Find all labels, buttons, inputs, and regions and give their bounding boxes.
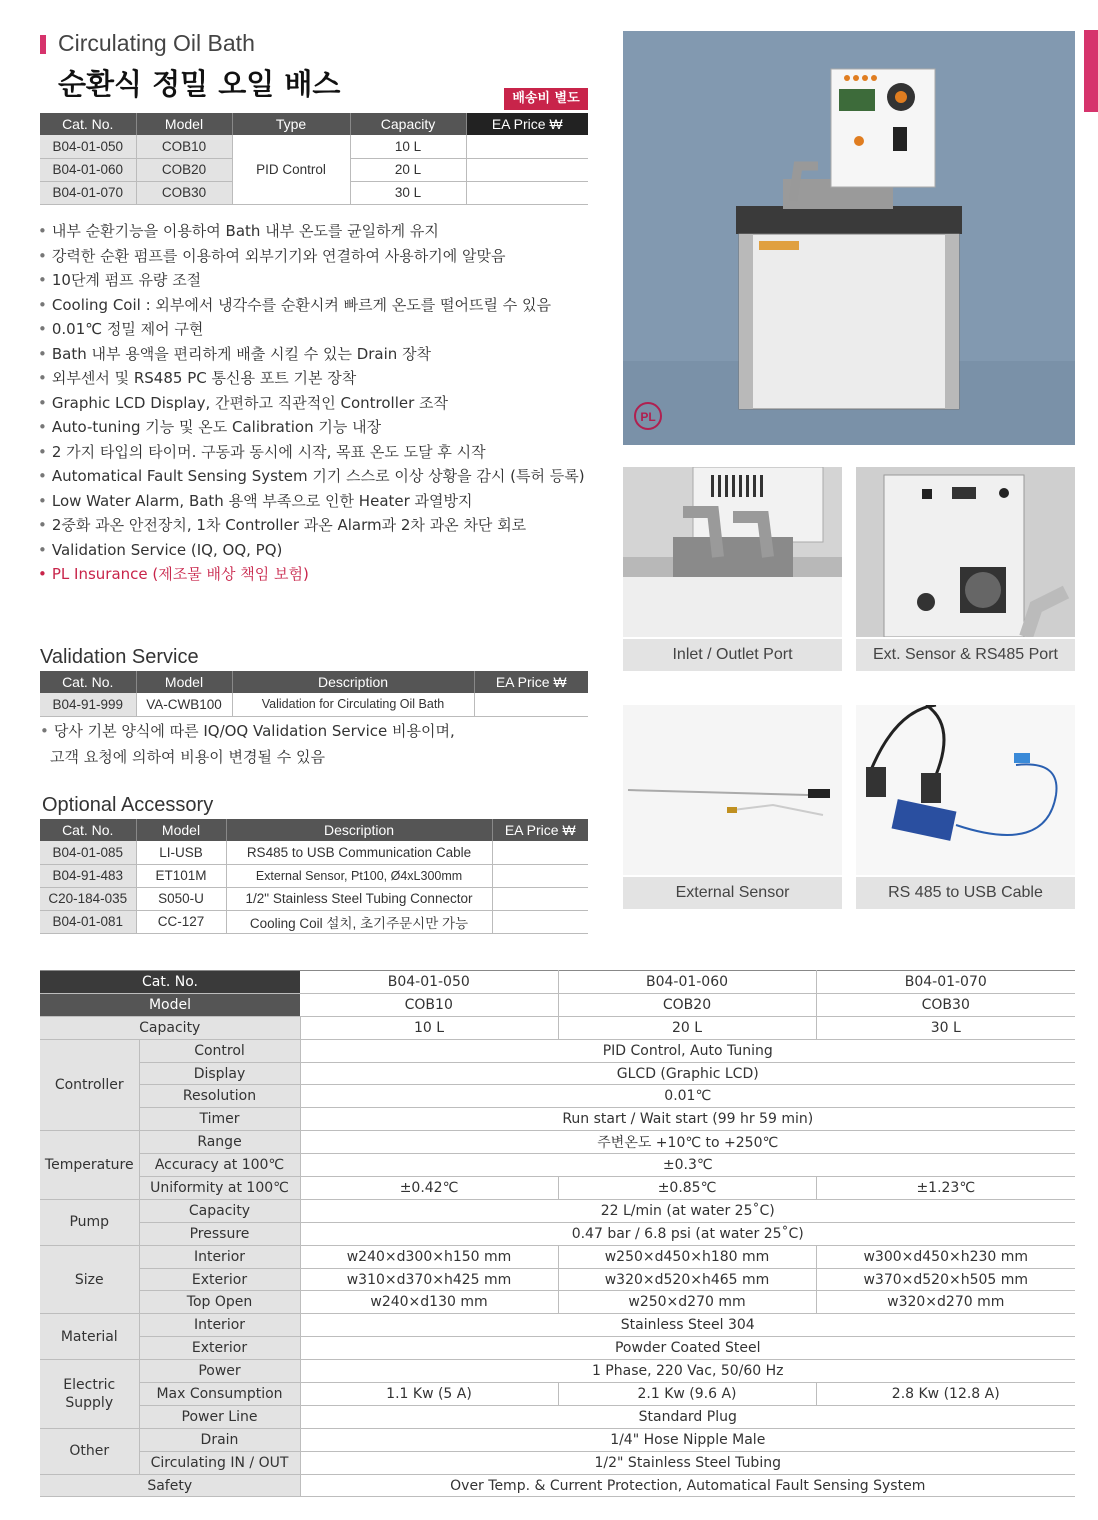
list-item: • Cooling Coil : 외부에서 냉각수를 순환시켜 빠르게 온도를 떨어뜨릴 수 있음 [38, 295, 552, 314]
description: External Sensor, Pt100, Ø4xL300mm [226, 864, 492, 887]
table-row: Controller Control PID Control, Auto Tuning [40, 1039, 1075, 1062]
list-item: • 2 가지 타입의 타이머. 구동과 동시에 시작, 목표 온도 도달 후 시작 [38, 442, 486, 461]
cat-no: C20-184-035 [40, 887, 136, 910]
list-item: • Graphic LCD Display, 간편하고 직관적인 Controller 조작 [38, 393, 449, 412]
col-header-cat: Cat. No. [40, 113, 136, 135]
price [466, 158, 588, 181]
cat-no: B04-01-070 [40, 181, 136, 204]
col-header-model: Model [136, 671, 232, 693]
cat-no: B04-01-050 [40, 135, 136, 158]
col-header-price: EA Price ₩ [466, 113, 588, 135]
table-row: Pressure 0.47 bar / 6.8 psi (at water 25˚C) [40, 1222, 1075, 1245]
col-header-description: Description [232, 671, 474, 693]
cat-no: B04-91-999 [40, 693, 136, 716]
capacity: 20 L [350, 158, 466, 181]
cat-no: B04-91-483 [40, 864, 136, 887]
list-item: • Bath 내부 용액을 편리하게 배출 시킬 수 있는 Drain 장착 [38, 344, 432, 363]
price [492, 887, 588, 910]
col-header-price: EA Price ₩ [474, 671, 588, 693]
table-row: Electric Supply Power 1 Phase, 220 Vac, 50/60 Hz [40, 1360, 1075, 1383]
table-row: Display GLCD (Graphic LCD) [40, 1062, 1075, 1085]
model: COB10 [136, 135, 232, 158]
col-header-cat: Cat. No. [40, 671, 136, 693]
table-row [40, 864, 588, 887]
page-title-english: Circulating Oil Bath [58, 30, 255, 56]
list-item-pl-insurance: • PL Insurance (제조물 배상 책임 보험) [38, 565, 309, 583]
feature-list [38, 219, 585, 587]
sensor-probe-illustration [623, 705, 842, 875]
price [466, 135, 588, 158]
capacity: 10 L [350, 135, 466, 158]
description: 1/2" Stainless Steel Tubing Connector [226, 887, 492, 910]
table-row: Temperature Range 주변온도 +10℃ to +250℃ [40, 1131, 1075, 1154]
ext-sensor-caption: Ext. Sensor & RS485 Port [856, 639, 1075, 671]
usb-cable-illustration [856, 705, 1075, 875]
accessory-title: Optional Accessory [42, 794, 214, 816]
table-row [40, 693, 588, 716]
col-header-model: Model [136, 819, 226, 841]
table-row: Pump Capacity 22 L/min (at water 25˚C) [40, 1199, 1075, 1222]
col-header-price: EA Price ₩ [492, 819, 588, 841]
model: VA-CWB100 [136, 693, 232, 716]
table-row: Accuracy at 100℃ ±0.3℃ [40, 1154, 1075, 1177]
table-row [40, 841, 588, 864]
table-row: Exterior w310×d370×h425 mm w320×d520×h465 mm w370×d520×h505 mm [40, 1268, 1075, 1291]
table-row [40, 910, 588, 933]
list-item: • 내부 순환기능을 이용하여 Bath 내부 온도를 균일하게 유지 [38, 222, 439, 240]
table-row: Timer Run start / Wait start (99 hr 59 min) [40, 1108, 1075, 1131]
col-header-model: Model [136, 113, 232, 135]
inlet-outlet-illustration [623, 467, 842, 637]
table-row: Size Interior w240×d300×h150 mm w250×d450×h180 mm w300×d450×h230 mm [40, 1245, 1075, 1268]
col-header-type: Type [232, 113, 350, 135]
table-row: Max Consumption 1.1 Kw (5 A) 2.1 Kw (9.6 A) 2.8 Kw (12.8 A) [40, 1383, 1075, 1406]
list-item: • 0.01℃ 정밀 제어 구현 [38, 320, 204, 338]
usb-cable-caption: RS 485 to USB Cable [856, 877, 1075, 909]
table-row [40, 887, 588, 910]
description: Cooling Coil 설치, 초기주문시만 가능 [226, 910, 492, 933]
inlet-outlet-photo [623, 467, 842, 637]
table-row: Circulating IN / OUT 1/2" Stainless Steel Tubing [40, 1451, 1075, 1474]
list-item: • Automatical Fault Sensing System 기기 스스로 이상 상황을 감시 (특허 등록) [38, 467, 585, 485]
table-row: Resolution 0.01℃ [40, 1085, 1075, 1108]
list-item: • Low Water Alarm, Bath 용액 부족으로 인한 Heater 과열방지 [38, 491, 473, 510]
col-header-description: Description [226, 819, 492, 841]
table-row: Exterior Powder Coated Steel [40, 1337, 1075, 1360]
usb-cable-photo [856, 705, 1075, 875]
price [474, 693, 588, 716]
page-title-korean: 순환식 정밀 오일 배스 [58, 67, 341, 101]
shipping-badge: 배송비 별도 [504, 88, 588, 110]
list-item: • 2중화 과온 안전장치, 1차 Controller 과온 Alarm과 2차 과온 차단 회로 [38, 516, 527, 534]
model: ET101M [136, 864, 226, 887]
list-item: • Auto-tuning 기능 및 온도 Calibration 기능 내장 [38, 418, 382, 436]
table-row: Top Open w240×d130 mm w250×d270 mm w320×d270 mm [40, 1291, 1075, 1314]
validation-note: • 당사 기본 양식에 따른 IQ/OQ Validation Service 비용이며, 고객 요청에 의하여 비용이 변경될 수 있음 [40, 722, 455, 766]
validation-title: Validation Service [40, 646, 199, 668]
description: RS485 to USB Communication Cable [226, 841, 492, 864]
model: COB20 [136, 158, 232, 181]
price [492, 864, 588, 887]
product-photo [623, 31, 1075, 445]
price [466, 181, 588, 204]
spec-table [40, 970, 1075, 1497]
oil-bath-illustration [623, 31, 1075, 445]
table-row: Capacity 10 L 20 L 30 L [40, 1016, 1075, 1039]
col-header-cat: Cat. No. [40, 819, 136, 841]
model: CC-127 [136, 910, 226, 933]
price [492, 910, 588, 933]
accessory-table [40, 819, 588, 934]
cat-no: B04-01-081 [40, 910, 136, 933]
accent-bar [1084, 30, 1098, 112]
list-item: • 강력한 순환 펌프를 이용하여 외부기기와 연결하여 사용하기에 알맞음 [38, 246, 506, 265]
ext-sensor-port-photo [856, 467, 1075, 637]
table-row [40, 135, 588, 158]
price [492, 841, 588, 864]
pl-mark: PL [640, 410, 656, 424]
table-row: Model COB10 COB20 COB30 [40, 993, 1075, 1016]
inlet-outlet-caption: Inlet / Outlet Port [623, 639, 842, 671]
list-item: • 10단계 펌프 유량 조절 [38, 271, 202, 289]
validation-table [40, 671, 588, 717]
table-row: Uniformity at 100℃ ±0.42℃ ±0.85℃ ±1.23℃ [40, 1177, 1075, 1200]
product-price-table [40, 113, 588, 205]
type: PID Control [232, 135, 350, 204]
description: Validation for Circulating Oil Bath [232, 693, 474, 716]
list-item: • Validation Service (IQ, OQ, PQ) [38, 540, 283, 559]
table-row: Cat. No. B04-01-050 B04-01-060 B04-01-070 [40, 971, 1075, 994]
model: S050-U [136, 887, 226, 910]
table-row: Material Interior Stainless Steel 304 [40, 1314, 1075, 1337]
table-row: Safety Over Temp. & Current Protection, Automatical Fault Sensing System [40, 1474, 1075, 1497]
external-sensor-caption: External Sensor [623, 877, 842, 909]
list-item: • 외부센서 및 RS485 PC 통신용 포트 기본 장착 [38, 369, 357, 387]
capacity: 30 L [350, 181, 466, 204]
title-marker [40, 35, 46, 54]
model: LI-USB [136, 841, 226, 864]
external-sensor-photo [623, 705, 842, 875]
col-header-capacity: Capacity [350, 113, 466, 135]
cat-no: B04-01-060 [40, 158, 136, 181]
model: COB30 [136, 181, 232, 204]
table-row: Other Drain 1/4" Hose Nipple Male [40, 1428, 1075, 1451]
cat-no: B04-01-085 [40, 841, 136, 864]
table-row: Power Line Standard Plug [40, 1405, 1075, 1428]
rear-panel-illustration [856, 467, 1075, 637]
